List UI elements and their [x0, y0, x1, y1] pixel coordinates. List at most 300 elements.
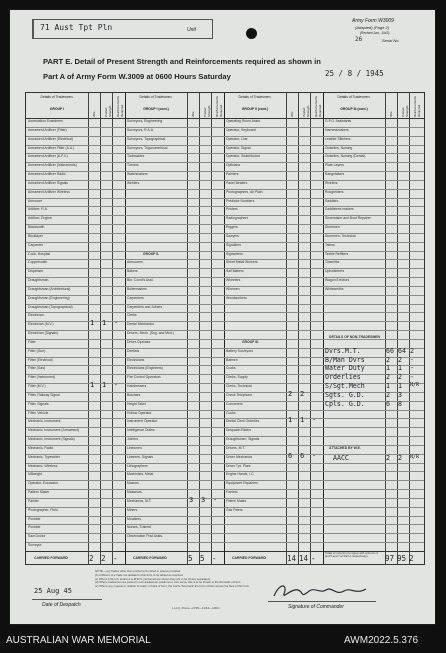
trade-label: Toolmakers — [127, 154, 145, 159]
non-tradesman-label: S/Sgt.Mech — [325, 382, 365, 391]
trade-label: Despatch Riders — [226, 428, 252, 433]
trade-label: Fitter (Gas) — [28, 366, 46, 371]
trade-label: Armourers — [127, 260, 143, 265]
entry-we: 2 — [386, 355, 390, 364]
entry-posted: 2 — [398, 355, 402, 364]
trade-label: Watchmakers — [127, 172, 148, 177]
trade-label: Textile Refitters — [325, 251, 349, 256]
row-line — [26, 330, 424, 331]
column-divider — [298, 93, 299, 564]
trade-label: Storemen, Technical — [325, 233, 356, 238]
row-line — [26, 277, 424, 278]
column-header-posted: Posted Strength. — [203, 104, 211, 117]
signature-label: Signature of Commander — [288, 604, 344, 610]
trade-label: Masseurs — [127, 490, 142, 495]
trade-label: Armament Artificer (A.F.V.) — [28, 154, 68, 159]
trade-label: Radiographers — [226, 216, 249, 221]
carried-forward-label: CARRIED FORWARD — [133, 556, 167, 560]
column-header-we: W.E. — [389, 110, 393, 117]
trade-label: Intelligence Duties — [127, 428, 155, 433]
entry-we: 2 — [288, 389, 293, 398]
row-line — [26, 507, 424, 508]
trade-label: Instrument Operator — [127, 419, 158, 424]
trade-label: Equipment Repairers — [226, 481, 258, 486]
trade-label: Machinists, Metal — [127, 472, 154, 477]
entry-we: 2 — [386, 453, 390, 462]
trade-label: Painter — [28, 498, 39, 503]
trade-label: Cooks — [226, 410, 236, 415]
column-header-group: GROUP I — [49, 107, 65, 111]
row-line — [26, 542, 424, 543]
column-divider — [385, 93, 386, 564]
row-line — [26, 454, 424, 455]
note-c: (c) Where A.W.A.S. and/or A.A.M.W.S. personnel are shown they are to be shown separately. — [95, 576, 211, 581]
group-divider — [125, 93, 126, 564]
trade-label: Clerks, Supply — [226, 375, 248, 380]
trade-label: Clerks, Technical — [226, 384, 252, 389]
total-we: 2 — [89, 554, 94, 563]
column-header-group: GROUP II (cont.) — [241, 107, 269, 111]
total-we: 14 — [287, 554, 297, 563]
row-line — [26, 445, 424, 446]
row-line — [26, 471, 424, 472]
trade-label: Linesmen — [127, 445, 142, 450]
column-header-reinf: Reinforcements Required. — [116, 95, 124, 117]
trade-label: Engine Hands, I.C. — [226, 472, 255, 477]
form-sheet — [10, 10, 435, 624]
row-line — [26, 489, 424, 490]
trade-label: Miners — [127, 507, 138, 512]
entry-posted: 1 — [102, 319, 107, 328]
trade-label: Moulders — [127, 516, 141, 521]
entry-posted: 2 — [300, 389, 305, 398]
row-line — [26, 321, 424, 322]
trade-label: Armament Artificer (Fitter) — [28, 127, 67, 132]
trade-label: Surveyor — [28, 543, 42, 548]
non-tradesmen-heading: DETAILS OF NON-TRADESMEN — [329, 334, 380, 339]
note-e: (e) Where any request or relation is made on back of form, the words 'See back' are to be written across the face of this form. — [95, 584, 250, 589]
row-line — [26, 374, 424, 375]
trade-label: Plate Layers — [325, 163, 344, 168]
trade-label: Photographers, Air Plain — [226, 189, 263, 194]
trade-label: Artificer, R.A. — [28, 207, 48, 212]
trade-label: Riveters — [325, 180, 338, 185]
trade-label: Armament Artificer Radio — [28, 172, 66, 177]
total-reinf: - — [212, 554, 217, 563]
trade-label: Check Telephone — [226, 392, 253, 397]
trade-label: Batmen — [226, 357, 238, 362]
row-line — [26, 224, 424, 225]
row-line — [26, 418, 424, 419]
trade-label: Blacksmith — [28, 225, 45, 230]
entry-posted: 3 — [201, 495, 206, 504]
trade-label: Mechanic, Instrument (Armament) — [28, 428, 80, 433]
row-line — [26, 480, 424, 481]
row-line — [26, 242, 424, 243]
trade-label: Fitter — [28, 339, 36, 344]
row-line — [26, 162, 424, 163]
trade-label: Mechanics, M.T. — [127, 498, 152, 503]
entry-we: 6 — [288, 451, 293, 460]
entry-reinf: N/R — [410, 453, 420, 460]
trade-label: Driver-Operator — [127, 339, 151, 344]
trade-label: Bakers — [127, 269, 138, 274]
trade-label: Operator, Switchboard — [226, 154, 260, 159]
trade-label: Dental Clerk Orderlies — [226, 419, 260, 424]
row-line — [26, 268, 424, 269]
column-header-posted: Posted Strength. — [302, 104, 310, 117]
trade-label: Whitesmiths — [325, 286, 344, 291]
return-date: 25 / 8 / 1945 — [325, 69, 384, 78]
column-divider — [112, 93, 113, 564]
entry-we: 66 — [386, 346, 394, 355]
trade-label: Cook, Hospital — [28, 251, 51, 256]
trade-label: Electricians — [127, 357, 145, 362]
trade-label: Observation Post Assts. — [127, 534, 163, 539]
trade-label: Shoemaker and Boot Repairer — [325, 216, 371, 221]
total-reinf: - — [113, 554, 118, 563]
trade-label: Millwright — [28, 472, 43, 477]
column-divider — [397, 93, 398, 564]
row-line — [26, 427, 424, 428]
trade-label: Harnessmakers — [325, 127, 349, 132]
trade-label: Orderlies, Nursing (Dental) — [325, 154, 366, 159]
trade-label: Upholsterers — [325, 269, 345, 274]
note-a: NOTE.—(a) Trades other than printed to be listed in spaces provided. — [95, 569, 181, 573]
trade-label: Painters — [226, 172, 239, 177]
trade-label: Fitter, Signals — [28, 401, 49, 406]
trade-label: Fitter (Electrical) — [28, 357, 53, 362]
note-b: (b) Artificers of a trade not detailed in this form to be added as required. — [95, 572, 184, 577]
total-we: 97 — [385, 554, 395, 563]
trade-label: Mechanic, Typewriter — [28, 454, 60, 459]
trade-label: Lithographers — [127, 463, 148, 468]
totals-label: Totals of columns (to agree with columns 4 and 5 and 7 of Part A respectively) — [325, 551, 378, 559]
trade-label: Surveyors, R.A.A. — [127, 127, 154, 132]
column-divider — [286, 93, 287, 564]
archive-accession: AWM2022.5.376 — [344, 635, 419, 646]
trade-label: Armament Artificer Wireless — [28, 189, 70, 194]
entry-posted: 1 — [398, 382, 402, 391]
entry-we: 6 — [386, 399, 390, 408]
trade-label: Saddletree-makers — [325, 207, 354, 212]
entry-we: 2 — [386, 373, 390, 382]
entry-posted: 6 — [300, 451, 305, 460]
trade-label: Fire Control Operators — [127, 375, 161, 380]
trade-label: Turners — [127, 163, 139, 168]
total-reinf: - — [311, 554, 316, 563]
non-tradesman-label: Dvrs.M.T. — [325, 346, 361, 355]
trade-label: Electrician — [28, 313, 44, 318]
entry-reinf: - — [410, 355, 414, 364]
entry-posted: 8 — [398, 399, 402, 408]
row-line — [26, 136, 424, 137]
entry-we: 2 — [386, 390, 390, 399]
entry-reinf: - — [410, 373, 414, 382]
trade-label: Plumber — [28, 516, 41, 521]
trade-label: Plumber — [28, 525, 41, 530]
column-header-details: Details of Tradesmen. — [337, 95, 371, 99]
trade-label: Armourer — [28, 198, 43, 203]
trade-label: Sheet Metal Workers — [226, 260, 258, 265]
group-divider — [224, 93, 225, 564]
title-line-1: PART E. Detail of Present Strength and Reinforcements required as shown in — [43, 57, 321, 66]
trade-label: Joiners — [127, 437, 138, 442]
trade-label: Draughtsman (Architectural) — [28, 286, 71, 291]
serial-number: 26 — [355, 36, 363, 43]
trade-label: Draughtsman — [28, 278, 49, 283]
entry-posted: 64 — [398, 346, 406, 355]
column-header-details: Details of Tradesmen. — [238, 95, 272, 99]
column-header-we: W.E. — [92, 110, 96, 117]
trade-label: Dentists — [127, 348, 140, 353]
trade-label: Farriers — [226, 490, 238, 495]
trade-label: Draughtsman (Topographical) — [28, 304, 73, 309]
trade-label: Electricians (Engineers) — [127, 366, 163, 371]
entry-we: 3 — [189, 495, 194, 504]
trade-label: Leather Stitchers — [325, 136, 351, 141]
carried-forward-label: CARRIED FORWARD — [232, 556, 266, 560]
commander-signature — [270, 580, 380, 602]
trade-label: Tinsmiths — [325, 260, 340, 265]
column-header-we: W.E. — [290, 110, 294, 117]
trade-label: Riggers — [226, 225, 238, 230]
trade-label: Draughtsmen, Signals — [226, 437, 260, 442]
row-line — [26, 304, 424, 305]
column-divider — [211, 93, 212, 564]
trade-label: Orderlies, Nursing — [325, 145, 353, 150]
trade-label: Sawyers — [226, 233, 240, 238]
trade-label: Signwriters — [226, 251, 243, 256]
trade-label: Ammunition Examiners — [28, 119, 63, 123]
trade-label: Operator, Line — [226, 136, 248, 141]
entry-reinf: N/R — [410, 382, 420, 389]
trade-label: Photographer, Field — [28, 507, 58, 512]
total-posted: 14 — [299, 554, 309, 563]
unit-label: Unit — [187, 27, 196, 33]
row-line — [26, 206, 424, 207]
unit-name: 71 Aust Tpt Pln — [40, 23, 113, 32]
column-divider — [100, 93, 101, 564]
trade-label: Mechanic, Wireless — [28, 463, 58, 468]
trade-label: Linemen, Signals — [127, 454, 154, 459]
trade-label: Draughtsman (Engineering) — [28, 295, 70, 300]
trade-label: Armament Artificer (Instruments) — [28, 163, 77, 168]
trade-label: Operator, Keyboard — [226, 127, 256, 132]
column-divider — [409, 93, 410, 564]
trade-label: Wheelers — [226, 278, 241, 283]
printer-imprint: L.H.Q. Press—1745—11/44—100m — [172, 606, 220, 610]
attached-heading: ATTACHED BY W.E. — [329, 445, 361, 450]
trade-label: Wiremen — [226, 286, 240, 291]
trade-label: Surveyors, Topographical — [127, 136, 166, 141]
despatch-date: 25 Aug 45 — [34, 587, 72, 595]
trade-label: Armament Artificer Signals — [28, 180, 68, 185]
form-ref-2: (Adapted) (Page 2) — [355, 25, 390, 30]
trade-label: Dental Mechanics — [127, 322, 154, 327]
entry-reinf: - — [114, 381, 119, 390]
trade-label: Fitters' Mates — [226, 498, 247, 503]
trade-label: Saddlers — [325, 198, 339, 203]
attached-label: AACC — [333, 453, 349, 462]
trade-label: Bricklayer — [28, 233, 43, 238]
strength-table — [25, 92, 425, 565]
despatch-line — [32, 599, 102, 600]
group-heading: GROUP III. — [242, 339, 260, 344]
trade-label: Printers — [226, 207, 238, 212]
trade-label: Coppersmith — [28, 260, 48, 265]
total-posted: 5 — [200, 554, 205, 563]
row-line — [26, 251, 424, 252]
non-tradesman-label: Orderlies — [325, 373, 361, 382]
column-header-reinf: Reinforcements Required. — [314, 95, 322, 117]
row-line — [26, 463, 424, 464]
row-line — [26, 410, 424, 411]
non-tradesman-label: Water Duty — [325, 364, 365, 373]
entry-posted: 2 — [398, 453, 402, 462]
entry-posted: 2 — [398, 373, 402, 382]
row-line — [26, 180, 424, 181]
trade-label: Panel Beaters — [226, 180, 248, 185]
entry-posted: 1 — [300, 416, 305, 425]
trade-label: Hairdressers — [127, 384, 147, 389]
entry-reinf: - — [312, 416, 317, 425]
trade-label: Sail Makers — [226, 269, 244, 274]
trade-label: Artificer, Engine — [28, 216, 52, 221]
non-tradesman-label: Sgts. G.D. — [325, 390, 365, 399]
column-header-reinf: Reinforcements Required. — [215, 95, 223, 117]
column-header-posted: Posted Strength. — [401, 104, 409, 117]
archive-name: AUSTRALIAN WAR MEMORIAL — [6, 635, 151, 646]
trade-label: Masons — [127, 481, 139, 486]
trade-label: Mechanic, Instrument — [28, 419, 61, 424]
row-line — [26, 286, 424, 287]
trade-label: Drivers, M.T. — [226, 445, 246, 450]
note-d: (d) Where tradesmen are posted in non-tradesman positions or vice versa, this is to be shown in the Remarks column. — [95, 580, 242, 585]
column-divider — [199, 93, 200, 564]
row-line — [26, 145, 424, 146]
trade-label: Clerks — [127, 313, 137, 318]
trade-label: Woodworkers — [226, 295, 247, 300]
carried-forward-label: CARRIED FORWARD — [34, 556, 68, 560]
entry-reinf: - — [410, 364, 414, 373]
trade-label: Tailors — [325, 242, 335, 247]
punch-hole — [246, 28, 257, 39]
row-line — [26, 233, 424, 234]
row-line — [26, 259, 424, 260]
entry-reinf: - — [213, 495, 218, 504]
trade-label: Concreters — [226, 401, 243, 406]
non-tradesman-label: B/Man Dvrs — [325, 355, 365, 364]
trade-label: Dispenser — [28, 269, 44, 274]
trade-label: Fitter, Railway Signal — [28, 392, 60, 397]
trade-label: Driver Tpt. Plant — [226, 463, 251, 468]
column-header-posted: Posted Strength. — [104, 104, 112, 117]
trade-label: Predictor Numbers — [226, 198, 255, 203]
row-line — [26, 436, 424, 437]
entry-we: 1 — [386, 382, 390, 391]
trade-label: Hollow Operator — [127, 410, 152, 415]
trade-label: Fitter, Vehicle — [28, 410, 49, 415]
archive-footer — [0, 627, 446, 653]
column-header-details: Details of Tradesmen. — [40, 95, 74, 99]
column-header-reinf: Reinforcements Required. — [413, 95, 421, 117]
total-reinf: 2 — [409, 554, 414, 563]
trade-label: Mechanic, Instrument (Signals) — [28, 437, 75, 442]
trade-label: Surveyors, Trigonometrical — [127, 145, 168, 150]
column-header-details: Details of Tradesmen. — [139, 95, 173, 99]
trade-label: Cooks — [226, 366, 236, 371]
row-line — [26, 312, 424, 313]
entry-we: 1 — [288, 416, 293, 425]
trade-label: Boilermakers — [127, 286, 147, 291]
group-divider — [323, 93, 324, 564]
trade-label: Signallers — [226, 242, 241, 247]
trade-label: Bkr. Comd's Asst. — [127, 278, 154, 283]
column-divider — [310, 93, 311, 564]
trade-label: Nurses, Trained — [127, 525, 151, 530]
entry-posted: 1 — [398, 364, 402, 373]
row-line — [26, 533, 424, 534]
trade-label: Rangetakers — [325, 172, 345, 177]
entry-reinf: - — [114, 319, 119, 328]
title-line-2: Part A of Army Form W.3009 at 0600 Hours Saturday — [43, 72, 231, 81]
trade-label: Surveyors, Engineering — [127, 119, 163, 123]
row-line — [26, 198, 424, 199]
trade-label: Carpenters — [127, 295, 144, 300]
row-line — [26, 189, 424, 190]
trade-label: Fitter (Instrument) — [28, 375, 55, 380]
trade-label: Operator, Signal — [226, 145, 251, 150]
trade-label: Carpenters and Joiners — [127, 304, 163, 309]
trade-label: Roughriders — [325, 189, 344, 194]
serial-label: Serial No. — [382, 38, 400, 43]
trade-label: Armament Artificer (Electrical) — [28, 136, 73, 141]
trade-label: Fitter (M.V.) — [28, 384, 46, 389]
trade-label: Welders — [127, 180, 140, 185]
trade-label: Mechanic, Radio — [28, 445, 54, 450]
trade-label: Electrician (Signals) — [28, 331, 58, 336]
trade-label: Fitter (Gun) — [28, 348, 46, 353]
trade-label: Butchers — [127, 392, 141, 397]
trade-label: Operator, Excavator — [28, 481, 59, 486]
trade-label: Wagon Erectors — [325, 278, 350, 283]
column-divider — [187, 93, 188, 564]
row-line — [26, 348, 424, 349]
entry-we: 1 — [386, 364, 390, 373]
row-line — [26, 516, 424, 517]
total-posted: 95 — [397, 554, 407, 563]
non-tradesman-label: Cpls. G.D. — [325, 399, 365, 408]
entry-posted: 1 — [102, 381, 107, 390]
column-header-we: W.E. — [191, 110, 195, 117]
group-heading: GROUP II. — [143, 251, 160, 256]
row-line — [26, 171, 424, 172]
row-line — [26, 127, 424, 128]
trade-label: Driver Mechanics — [226, 454, 253, 459]
row-line — [26, 524, 424, 525]
signature-line — [268, 601, 376, 602]
trade-label: Battery Surveyors — [226, 348, 253, 353]
form-ref-1: Army Form W3009 — [352, 18, 394, 24]
trade-label: G.P.O. Assistants — [325, 119, 352, 123]
trade-label: Carpenter — [28, 242, 44, 247]
entry-we: 1 — [90, 319, 95, 328]
row-line — [26, 295, 424, 296]
form-ref-3: (Revised Jan., 1943) — [360, 31, 390, 35]
total-we: 5 — [188, 554, 193, 563]
entry-we: 1 — [90, 381, 95, 390]
